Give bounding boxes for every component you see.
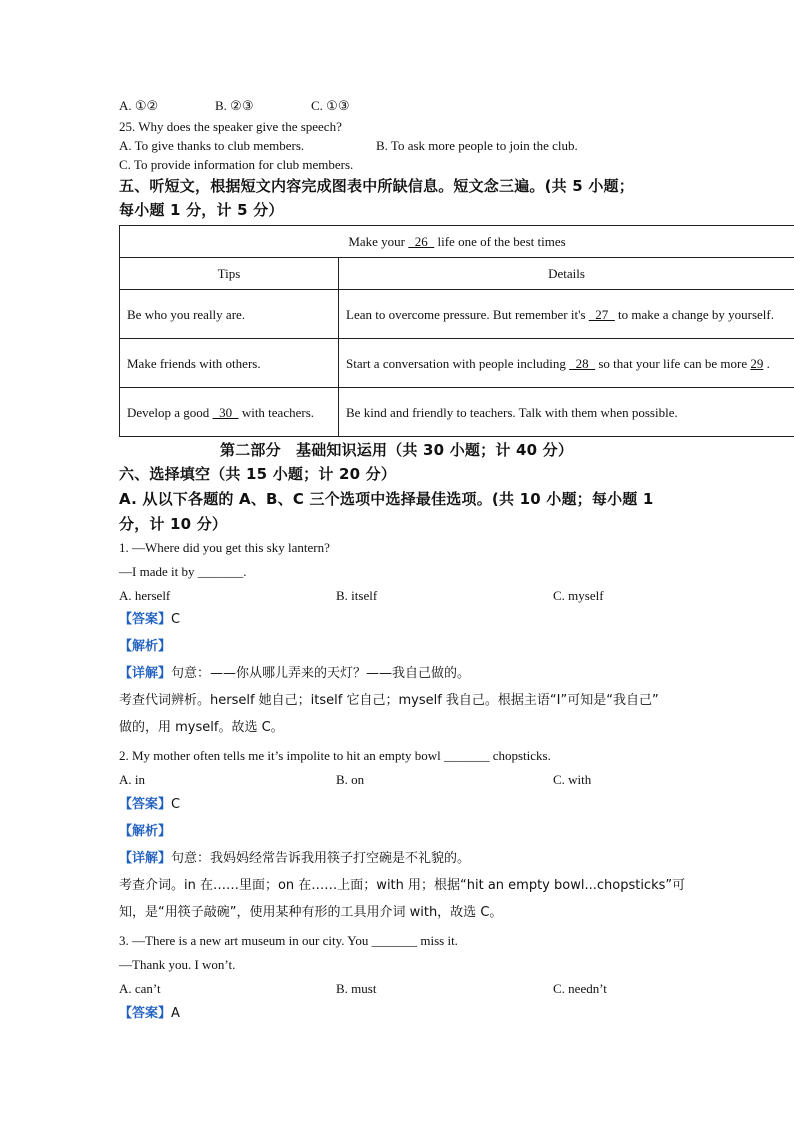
q3-option-a: A. can’t xyxy=(119,981,161,996)
detail-cell xyxy=(339,339,794,388)
section-a-heading-line2: 分，计 10 分） xyxy=(119,515,228,533)
q25-option-b: B. To ask more people to join the club. xyxy=(376,138,578,153)
tip-cell xyxy=(120,388,339,437)
blank-26: 26 xyxy=(408,234,435,249)
detail-text: to make a change by yourself. xyxy=(614,306,774,322)
info-table xyxy=(119,225,794,437)
detail-text: 句意：我妈妈经常告诉我用筷子打空碗是不礼貌的。 xyxy=(171,851,471,866)
q2-option-a: A. in xyxy=(119,772,145,787)
column-header-details: Details xyxy=(339,258,794,290)
section-5-heading-line2: 每小题 1 分，计 5 分） xyxy=(119,201,284,219)
blank-27: 27 xyxy=(588,306,615,322)
detail-text: so that your life can be more xyxy=(595,355,751,371)
option-c: C. ①③ xyxy=(311,98,350,113)
q2-option-b: B. on xyxy=(336,772,365,787)
blank-29: 29 xyxy=(750,355,764,371)
detail-cell xyxy=(339,290,794,339)
analysis-label: 【解析】 xyxy=(119,824,172,839)
q2-detail xyxy=(119,850,470,867)
table-title-post: life one of the best times xyxy=(434,234,566,249)
answer-value: C xyxy=(171,612,181,627)
answer-label: 【答案】 xyxy=(119,1006,172,1021)
section-6-heading: 六、选择填空（共 15 小题；计 20 分） xyxy=(119,465,397,483)
tip-cell: Be who you really are. xyxy=(120,290,339,339)
column-header-tips: Tips xyxy=(120,258,339,290)
question-25: 25. Why does the speaker give the speech? xyxy=(119,119,342,134)
table-row xyxy=(120,388,794,437)
q1-option-a: A. herself xyxy=(119,588,171,603)
q2-option-c: C. with xyxy=(553,772,592,787)
option-b: B. ②③ xyxy=(215,98,254,113)
question-1-line1: 1. —Where did you get this sky lantern? xyxy=(119,540,330,555)
blank-30: 30 xyxy=(212,404,239,420)
analysis-label: 【解析】 xyxy=(119,639,172,654)
q1-option-c: C. myself xyxy=(553,588,604,603)
option-a: A. ①② xyxy=(119,98,159,113)
q2-explain-line2: 知，是“用筷子敲碗”，使用某种有形的工具用介词 with，故选 C。 xyxy=(119,905,503,920)
q2-answer xyxy=(119,796,180,813)
q25-option-c: C. To provide information for club members. xyxy=(119,157,354,172)
detail-text: 句意：——你从哪儿弄来的天灯？——我自己做的。 xyxy=(171,666,471,681)
question-3-line2: —Thank you. I won’t. xyxy=(119,957,236,972)
question-3-line1: 3. —There is a new art museum in our city. You _______ miss it. xyxy=(119,933,458,948)
q1-detail xyxy=(119,665,470,682)
question-1-line2: —I made it by _______. xyxy=(119,564,247,579)
detail-text: Start a conversation with people including xyxy=(346,355,570,371)
q3-answer xyxy=(119,1005,180,1022)
detail-cell: Be kind and friendly to teachers. Talk with them when possible. xyxy=(339,388,794,437)
q3-option-b: B. must xyxy=(336,981,377,996)
answer-label: 【答案】 xyxy=(119,797,172,812)
q2-explain-line1: 考查介词。in 在……里面；on 在……上面；with 用；根据“hit an empty bowl...chopsticks”可 xyxy=(119,878,686,893)
detail-text: . xyxy=(763,355,770,371)
q1-explain-line1: 考查代词辨析。herself 她自己；itself 它自己；myself 我自己。根据主语“I”可知是“我自己” xyxy=(119,693,659,708)
q25-option-a: A. To give thanks to club members. xyxy=(119,138,305,153)
tip-cell: Make friends with others. xyxy=(120,339,339,388)
table-row xyxy=(120,339,794,388)
q2-analysis-label xyxy=(119,823,171,840)
q1-answer xyxy=(119,611,180,628)
detail-text: Lean to overcome pressure. But remember it's xyxy=(346,306,589,322)
section-a-heading-line1: A. 从以下各题的 A、B、C 三个选项中选择最佳选项。(共 10 小题；每小题 1 xyxy=(119,490,654,508)
tip-text: with teachers. xyxy=(238,404,315,420)
q1-explain-line2: 做的，用 myself。故选 C。 xyxy=(119,720,284,735)
answer-value: C xyxy=(171,797,181,812)
section-5-heading-line1: 五、听短文，根据短文内容完成图表中所缺信息。短文念三遍。(共 5 小题； xyxy=(119,177,634,195)
table-title-pre: Make your xyxy=(348,234,409,249)
detail-label: 【详解】 xyxy=(119,851,172,866)
q3-option-c: C. needn’t xyxy=(553,981,607,996)
table-title xyxy=(120,226,794,258)
q1-analysis-label xyxy=(119,638,171,655)
answer-label: 【答案】 xyxy=(119,612,172,627)
table-row xyxy=(120,290,794,339)
question-2-line1: 2. My mother often tells me it’s impolite to hit an empty bowl _______ chopsticks. xyxy=(119,748,551,763)
answer-value: A xyxy=(171,1006,180,1021)
blank-28: 28 xyxy=(569,355,596,371)
tip-text: Develop a good xyxy=(127,404,213,420)
detail-label: 【详解】 xyxy=(119,666,172,681)
q1-option-b: B. itself xyxy=(336,588,378,603)
part-2-title: 第二部分 基础知识运用（共 30 小题；计 40 分） xyxy=(220,441,574,459)
